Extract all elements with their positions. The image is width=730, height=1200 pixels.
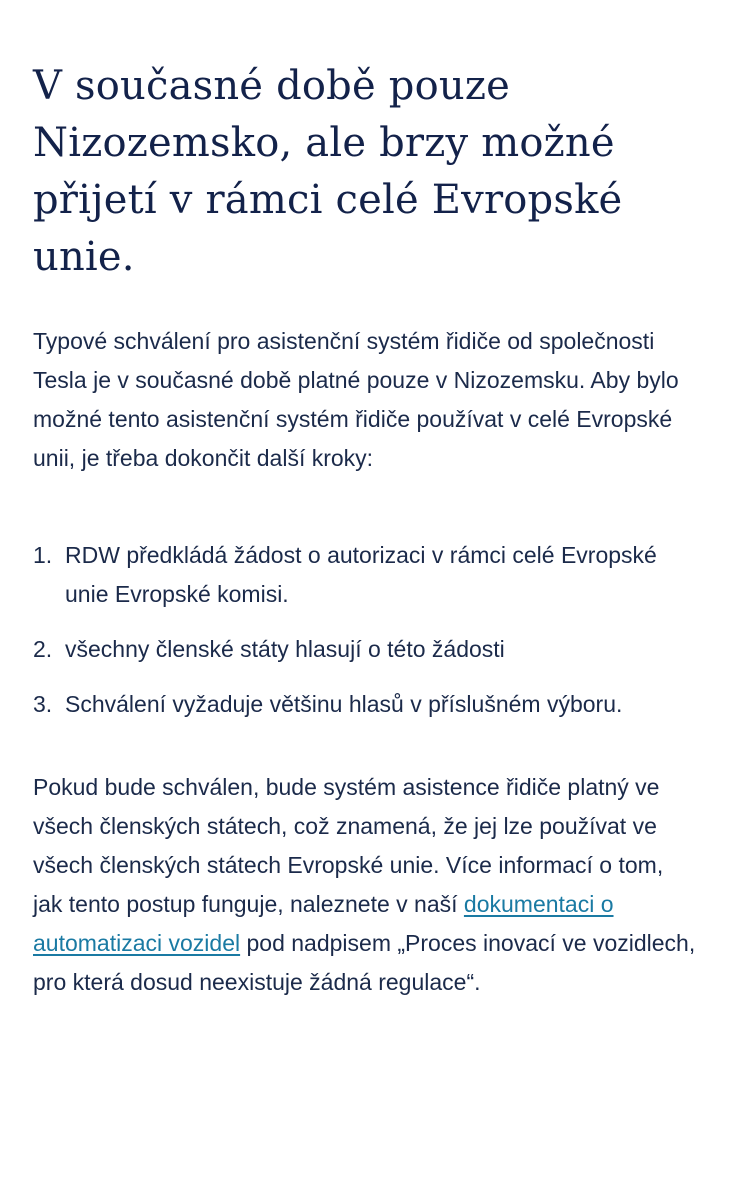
- list-item: [33, 630, 698, 669]
- list-item: [33, 536, 698, 614]
- documentation-link[interactable]: dokumentaci o automatizaci vozidel: [33, 891, 614, 956]
- closing-paragraph: [33, 768, 698, 1002]
- steps-list: [33, 536, 698, 724]
- step-text: RDW předkládá žádost o autorizaci v rámci celé Evropské unie Evropské komisi.: [65, 542, 657, 607]
- step-text: všechny členské státy hlasují o této žádosti: [65, 636, 505, 662]
- article-heading: V současné době pouze Nizozemsko, ale brzy možné přijetí v rámci celé Evropské unie.: [33, 63, 623, 280]
- article-content: [33, 58, 698, 1002]
- closing-text-before-link: Pokud bude schválen, bude systém asistence řidiče platný ve všech členských státech, což znamená, že jej lze používat ve všech členských státech Evropské unie. Více informací o tom, jak tento postup funguje, naleznete v naší: [33, 774, 664, 917]
- step-number: 1.: [33, 542, 53, 568]
- step-number: 2.: [33, 636, 53, 662]
- intro-paragraph: Typové schválení pro asistenční systém řidiče od společnosti Tesla je v současné době platné pouze v Nizozemsku. Aby bylo možné tento asistenční systém řidiče používat v celé Evropské unii, je třeba dokončit další kroky:: [33, 328, 679, 471]
- list-item: [33, 685, 698, 724]
- step-number: 3.: [33, 691, 53, 717]
- step-text: Schválení vyžaduje většinu hlasů v příslušném výboru.: [65, 691, 623, 717]
- closing-text-after-link: pod nadpisem „Proces inovací ve vozidlech, pro která dosud neexistuje žádná regulace“.: [33, 930, 696, 995]
